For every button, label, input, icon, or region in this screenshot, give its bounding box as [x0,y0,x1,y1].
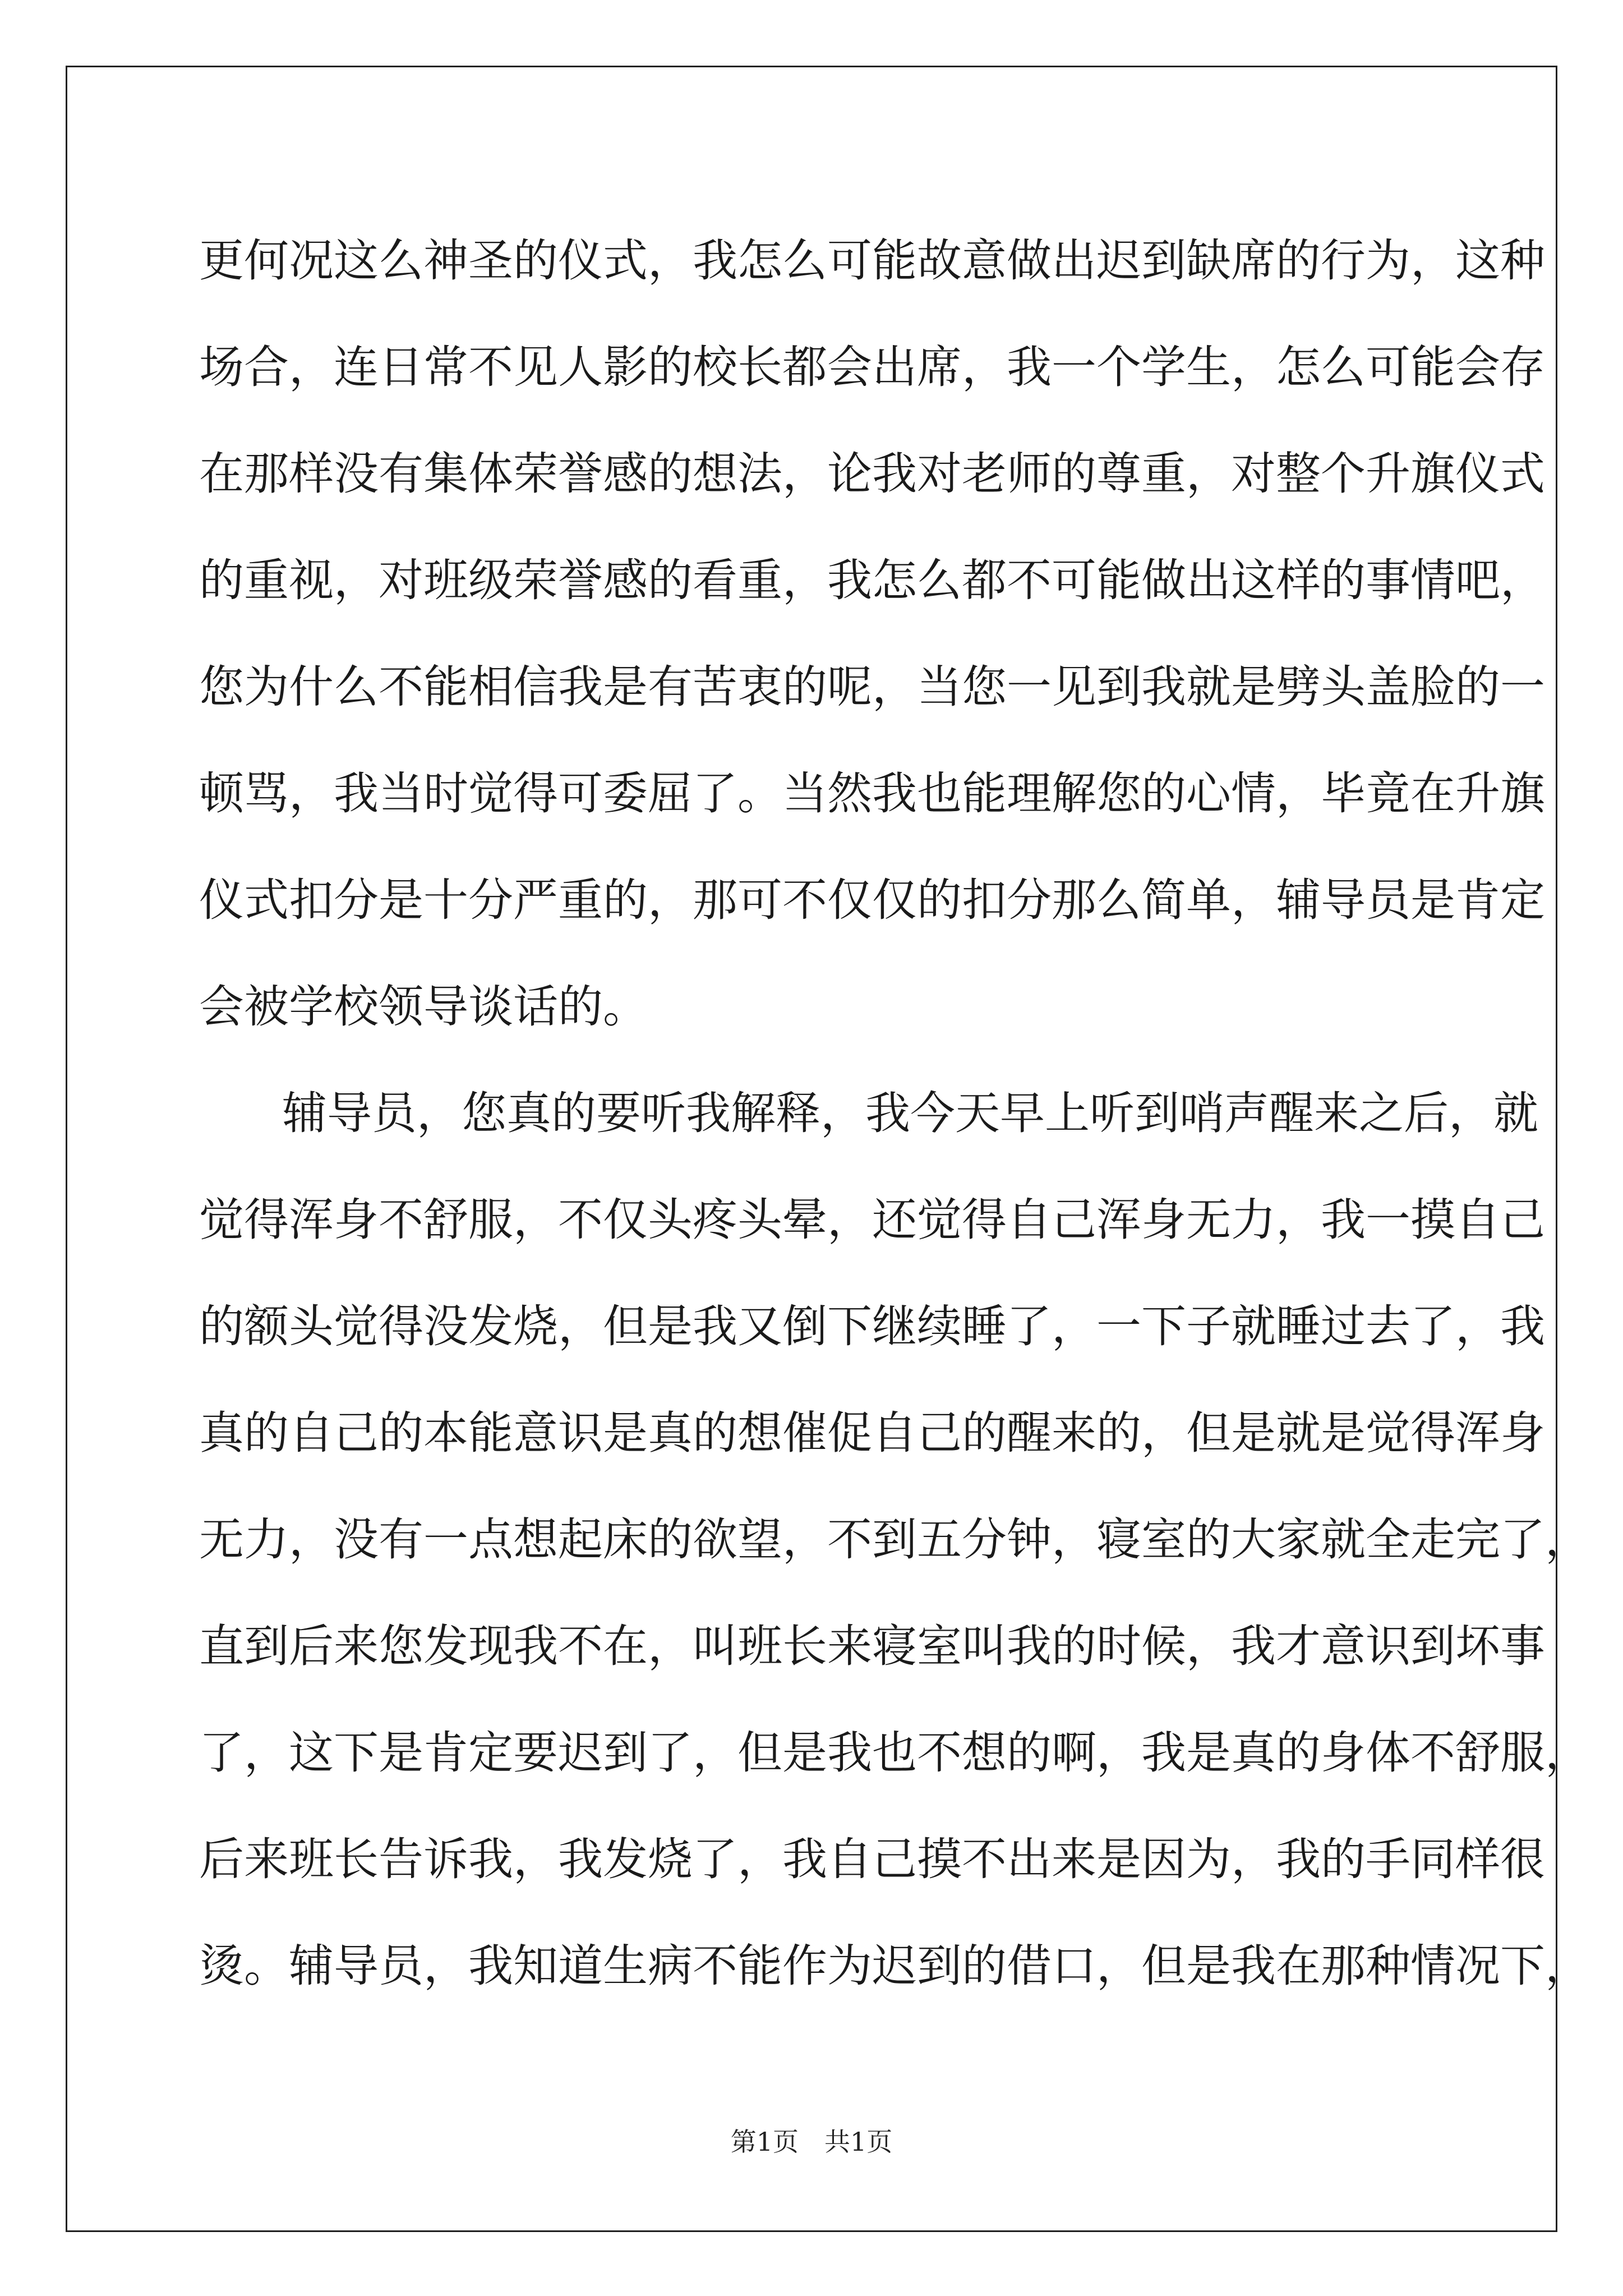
paragraph-1-line-4: 的重视，对班级荣誉感的看重，我怎么都不可能做出这样的事情吧， [199,554,1545,606]
paragraph-2-line-2: 觉得浑身不舒服，不仅头疼头晕，还觉得自己浑身无力，我一摸自己 [199,1194,1545,1246]
paragraph-2-line-1: 辅导员，您真的要听我解释，我今天早上听到哨声醒来之后，就 [282,1087,1538,1139]
paragraph-1-line-8: 会被学校领导谈话的。 [199,981,648,1033]
paragraph-2-line-9: 烫。辅导员，我知道生病不能作为迟到的借口，但是我在那种情况下， [199,1940,1590,1992]
paragraph-2-line-8: 后来班长告诉我，我发烧了，我自己摸不出来是因为，我的手同样很 [199,1833,1545,1885]
paragraph-1-line-3: 在那样没有集体荣誉感的想法，论我对老师的尊重，对整个升旗仪式 [199,448,1545,500]
paragraph-2-line-7: 了，这下是肯定要迟到了，但是我也不想的啊，我是真的身体不舒服， [199,1727,1590,1779]
paragraph-1-line-6: 顿骂，我当时觉得可委屈了。当然我也能理解您的心情，毕竟在升旗 [199,767,1545,820]
page-number-footer: 第1页 共1页 [730,2127,893,2157]
paragraph-2-line-3: 的额头觉得没发烧，但是我又倒下继续睡了，一下子就睡过去了，我 [199,1300,1545,1352]
paragraph-1-line-7: 仪式扣分是十分严重的，那可不仅仅的扣分那么简单，辅导员是肯定 [199,874,1545,926]
paragraph-1-line-5: 您为什么不能相信我是有苦衷的呢，当您一见到我就是劈头盖脸的一 [199,661,1545,713]
paragraph-2-line-6: 直到后来您发现我不在，叫班长来寝室叫我的时候，我才意识到坏事 [199,1620,1545,1672]
paragraph-1-line-1: 更何况这么神圣的仪式，我怎么可能故意做出迟到缺席的行为，这种 [199,234,1545,287]
paragraph-2-line-5: 无力，没有一点想起床的欲望，不到五分钟，寝室的大家就全走完了， [199,1513,1590,1566]
document-body [199,208,1590,2019]
paragraph-2-line-4: 真的自己的本能意识是真的想催促自己的醒来的，但是就是觉得浑身 [199,1407,1545,1459]
paragraph-1-line-2: 场合，连日常不见人影的校长都会出席，我一个学生，怎么可能会存 [199,341,1545,393]
